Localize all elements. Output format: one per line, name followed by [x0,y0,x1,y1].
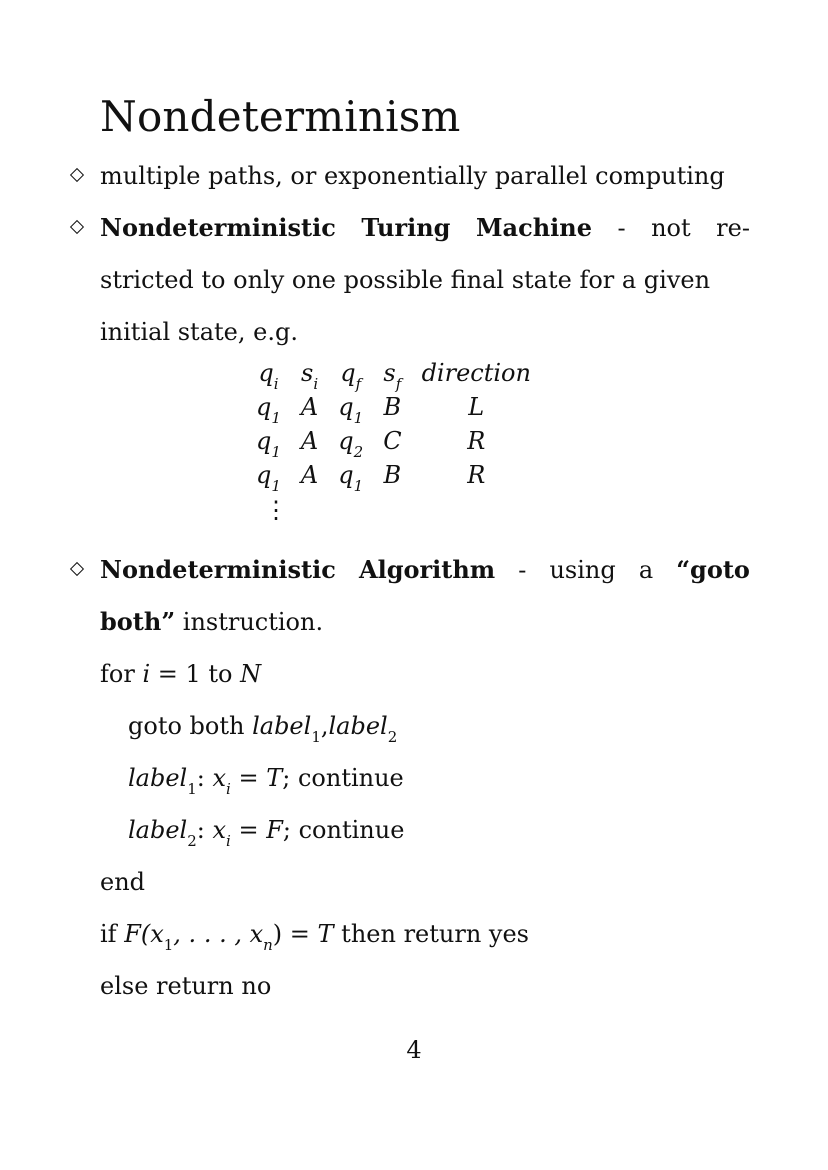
page-title: Nondeterminism [100,92,461,141]
cell: A [300,427,319,455]
word: - [617,214,626,242]
table-row [246,458,541,492]
cell: $q_1$ [338,393,364,427]
header-cell: $q_i$ [258,359,279,393]
header-cell: direction [421,359,531,387]
bullet-nd-algorithm [100,544,750,596]
bullet-ntm-line2 [100,254,750,306]
bullet-text: stricted to only one possible final state for a given [100,266,711,294]
word: - [518,556,527,584]
bullet-ntm-line3 [100,306,750,358]
diamond-bullet-icon [70,562,84,576]
algo-goto-line: goto both label$_1$,label$_2$ [128,712,398,746]
bullet-line-justified [100,544,750,596]
table-header-row [246,356,541,390]
algo-if-line: if $F(x_1$, . . . , $x_n) = T$ then return yes [100,920,529,954]
cell: C [383,427,402,455]
header-cell: $s_f$ [383,359,402,393]
bold-term: Nondeterministic [100,213,336,242]
page-number: 4 [406,1036,422,1064]
table-row [246,390,541,424]
word: not [651,214,691,242]
word: re- [716,214,750,242]
bold-term: Algorithm [358,555,496,584]
algo-label2-line: label$_2$: $x_i = F$; continue [128,816,405,850]
algo-else-line: else return no [100,972,272,1000]
algo-end-line: end [100,868,146,896]
algo-for-line: for i = 1 to N [100,660,262,688]
bullet-ntm [100,202,750,254]
word: using [549,556,616,584]
cell: $q_1$ [256,393,281,427]
cell: $q_2$ [338,427,364,461]
cell: A [300,393,319,421]
cell: R [467,461,486,489]
bullet-text: multiple paths, or exponentially parallel computing [100,162,725,190]
algo-label1-line: label$_1$: $x_i = T$; continue [128,764,404,798]
bullet-text: instruction. [175,608,324,636]
bullet-line-justified [100,202,750,254]
cell: B [383,393,402,421]
word: a [638,556,654,584]
bold-term: “goto [676,555,750,584]
header-cell: $q_f$ [340,359,362,393]
transition-table [246,356,541,495]
header-cell: $s_i$ [301,359,319,393]
vertical-ellipsis: ⋮ [264,496,288,524]
bold-term: Nondeterministic [100,555,336,584]
bullet-nd-algorithm-line2 [100,596,750,648]
cell: $q_1$ [256,461,281,495]
cell: L [468,393,485,421]
diamond-bullet-icon [70,168,84,182]
table-row [246,424,541,458]
diamond-bullet-icon [70,220,84,234]
cell: $q_1$ [256,427,281,461]
cell: B [383,461,402,489]
bold-term: both” [100,607,176,636]
bullet-text: initial state, e.g. [100,318,298,346]
bold-term: Turing [361,213,451,242]
bold-term: Machine [475,213,592,242]
cell: A [300,461,319,489]
cell: R [467,427,486,455]
bullet-multiple-paths [100,150,750,202]
cell: $q_1$ [338,461,364,495]
